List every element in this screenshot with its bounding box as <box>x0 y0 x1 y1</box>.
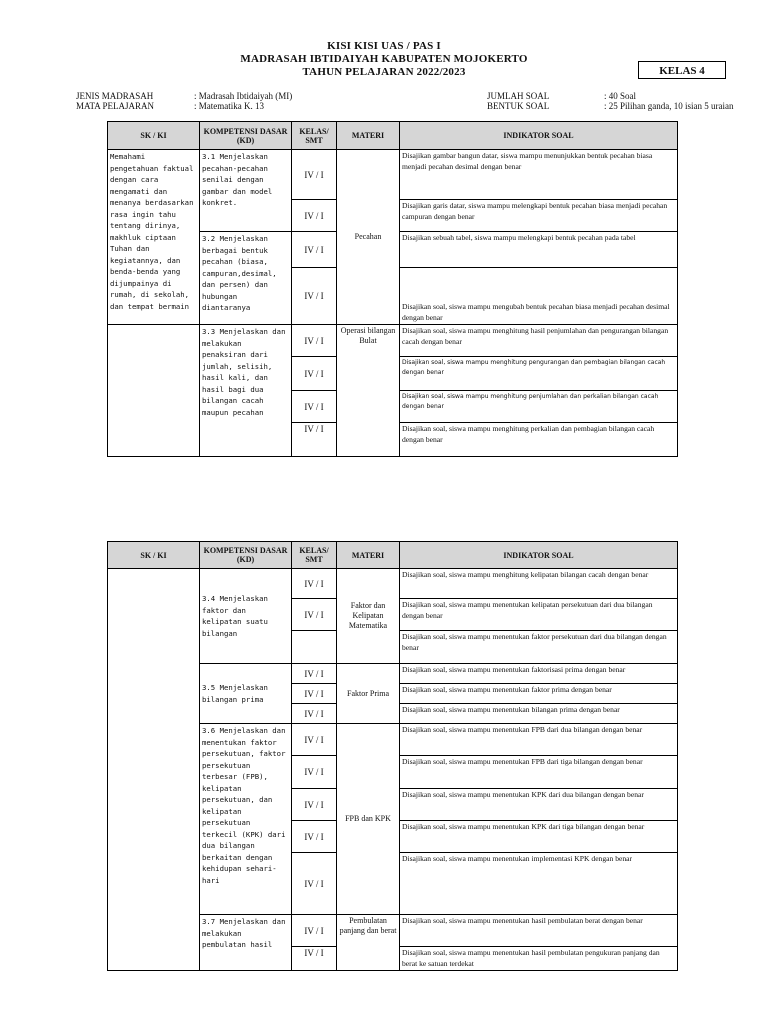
kelas-cell: IV / I <box>292 423 337 457</box>
indikator-cell: Disajikan soal, siswa mampu menentukan kelipatan persekutuan dari dua bilangan dengan benar <box>400 599 678 631</box>
kd-cell: 3.6 Menjelaskan dan menentukan faktor persekutuan, faktor persekutuan terbesar (FPB), kelipatan persekutuan, dan kelipatan persekutuan terkecil (KPK) dari dua bilangan berkaitan dengan kehidupan sehari-hari <box>200 724 292 915</box>
kelas-cell: IV / I <box>292 821 337 853</box>
indikator-cell: Disajikan soal, siswa mampu menentukan bilangan prima dengan benar <box>400 704 678 724</box>
kelas-cell: IV / I <box>292 724 337 756</box>
col-kd: KOMPETENSI DASAR (KD) <box>200 122 292 150</box>
col-indikator: INDIKATOR SOAL <box>400 542 678 569</box>
indikator-cell: Disajikan soal, siswa mampu menentukan implementasi KPK dengan benar <box>400 853 678 915</box>
col-kelas: KELAS/ SMT <box>292 542 337 569</box>
indikator-cell: Disajikan soal, siswa mampu menentukan faktorisasi prima dengan benar <box>400 664 678 684</box>
kd-cell: 3.3 Menjelaskan dan melakukan penaksiran dari jumlah, selisih, hasil kali, dan hasil bagi dua bilangan cacah maupun pecahan <box>200 325 292 457</box>
kelas-cell: IV / I <box>292 200 337 232</box>
indikator-cell: Disajikan garis datar, siswa mampu melengkapi bentuk pecahan biasa menjadi pecahan campuran dengan benar <box>400 200 678 232</box>
kelas-cell: IV / I <box>292 853 337 915</box>
mapel-label: MATA PELAJARAN <box>76 101 155 111</box>
indikator-cell: Disajikan soal, siswa mampu menentukan hasil pembulatan pengukuran panjang dan berat ke satuan terdekat <box>400 947 678 971</box>
materi-cell: Faktor dan Kelipatan Matematika <box>337 569 400 664</box>
materi-cell: Faktor Prima <box>337 664 400 724</box>
materi-cell: Operasi bilangan Bulat <box>337 325 400 457</box>
indikator-cell: Disajikan soal, siswa mampu menentukan faktor prima dengan benar <box>400 684 678 704</box>
jenis-value: : Madrasah Ibtidaiyah (MI) <box>194 91 293 101</box>
indikator-cell: Disajikan soal, siswa mampu menentukan KPK dari dua bilangan dengan benar <box>400 789 678 821</box>
kd-cell: 3.1 Menjelaskan pecahan-pecahan senilai dengan gambar dan model konkret. <box>200 150 292 232</box>
jumlah-value: : 40 Soal <box>604 91 637 101</box>
kd-cell: 3.7 Menjelaskan dan melakukan pembulatan hasil <box>200 915 292 971</box>
table-row <box>108 325 678 357</box>
kelas-cell: IV / I <box>292 391 337 423</box>
indikator-cell: Disajikan soal, siswa mampu menentukan KPK dari tiga bilangan dengan benar <box>400 821 678 853</box>
kelas-badge: KELAS 4 <box>638 61 726 79</box>
col-sk: SK / KI <box>108 122 200 150</box>
kelas-cell: IV / I <box>292 150 337 200</box>
col-sk: SK / KI <box>108 542 200 569</box>
table-header-row <box>108 122 678 150</box>
col-materi: MATERI <box>337 542 400 569</box>
sk-cell-empty <box>108 325 200 457</box>
bentuk-value: : 25 Pilihan ganda, 10 isian 5 uraian <box>604 101 734 111</box>
table-row <box>108 150 678 200</box>
school-year: TAHUN PELAJARAN 2022/2023 <box>302 66 466 78</box>
indikator-cell: Disajikan soal, siswa mampu menentukan hasil pembulatan berat dengan benar <box>400 915 678 947</box>
indikator-cell: Disajikan soal, siswa mampu menghitung penjumlahan dan perkalian bilangan cacah dengan benar <box>400 391 678 423</box>
jumlah-label: JUMLAH SOAL <box>487 91 550 101</box>
table-row <box>108 569 678 599</box>
kelas-cell: IV / I <box>292 325 337 357</box>
indikator-cell: Disajikan soal, siswa mampu menentukan FPB dari dua bilangan dengan benar <box>400 724 678 756</box>
kelas-cell: IV / I <box>292 756 337 789</box>
indikator-cell: Disajikan soal, siswa mampu menghitung perkalian dan pembagian bilangan cacah dengan benar <box>400 423 678 457</box>
kelas-cell: IV / I <box>292 915 337 947</box>
kd-cell: 3.2 Menjelaskan berbagai bentuk pecahan (biasa, campuran,desimal, dan persen) dan hubungan diantaranya <box>200 232 292 325</box>
indikator-cell: Disajikan soal, siswa mampu menentukan faktor persekutuan dari dua bilangan dengan benar <box>400 631 678 664</box>
indikator-cell: Disajikan sebuah tabel, siswa mampu melengkapi bentuk pecahan pada tabel <box>400 232 678 268</box>
kelas-cell: IV / I <box>292 357 337 391</box>
kelas-cell: IV / I <box>292 947 337 971</box>
kelas-cell: IV / I <box>292 664 337 684</box>
kisi-table-1 <box>107 121 678 457</box>
kelas-cell: IV / I <box>292 599 337 631</box>
materi-cell: Pecahan <box>337 150 400 325</box>
jenis-label: JENIS MADRASAH <box>76 91 154 101</box>
kelas-cell: IV / I <box>292 268 337 325</box>
sk-cell-empty <box>108 569 200 971</box>
col-materi: MATERI <box>337 122 400 150</box>
info-right <box>487 91 733 111</box>
col-kelas: KELAS/ SMT <box>292 122 337 150</box>
indikator-cell: Disajikan soal, siswa mampu menghitung pengurangan dan pembagian bilangan cacah dengan benar <box>400 357 678 391</box>
indikator-cell: Disajikan soal, siswa mampu menghitung hasil penjumlahan dan pengurangan bilangan cacah dengan benar <box>400 325 678 357</box>
indikator-cell: Disajikan gambar bangun datar, siswa mampu menunjukkan bentuk pecahan biasa menjadi pecahan desimal dengan benar <box>400 150 678 200</box>
kelas-cell: IV / I <box>292 789 337 821</box>
kelas-cell: IV / I <box>292 569 337 599</box>
doc-title: KISI KISI UAS / PAS I <box>327 40 441 52</box>
col-kd: KOMPETENSI DASAR (KD) <box>200 542 292 569</box>
indikator-cell: Disajikan soal, siswa mampu menghitung kelipatan bilangan cacah dengan benar <box>400 569 678 599</box>
materi-cell: Pembulatan panjang dan berat <box>337 915 400 971</box>
kelas-cell <box>292 631 337 664</box>
kd-cell: 3.4 Menjelaskan faktor dan kelipatan suatu bilangan <box>200 569 292 664</box>
kelas-cell: IV / I <box>292 232 337 268</box>
col-indikator: INDIKATOR SOAL <box>400 122 678 150</box>
mapel-value: : Matematika K. 13 <box>194 101 264 111</box>
materi-cell: FPB dan KPK <box>337 724 400 915</box>
sk-cell: Memahami pengetahuan faktual dengan cara mengamati dan menanya berdasarkan rasa ingin tahu tentang dirinya, makhluk ciptaan Tuhan dan kegiatannya, dan benda-benda yang dijumpainya di rumah, di sekolah, dan tempat bermain <box>108 150 200 325</box>
kisi-table-2 <box>107 541 678 971</box>
kelas-cell: IV / I <box>292 684 337 704</box>
bentuk-label: BENTUK SOAL <box>487 101 550 111</box>
table-header-row <box>108 542 678 569</box>
kelas-cell: IV / I <box>292 704 337 724</box>
info-left <box>76 91 292 111</box>
indikator-cell: Disajikan soal, siswa mampu mengubah bentuk pecahan biasa menjadi pecahan desimal dengan benar <box>400 268 678 325</box>
indikator-cell: Disajikan soal, siswa mampu menentukan FPB dari tiga bilangan dengan benar <box>400 756 678 789</box>
school-name: MADRASAH IBTIDAIYAH KABUPATEN MOJOKERTO <box>240 53 528 65</box>
kd-cell: 3.5 Menjelaskan bilangan prima <box>200 664 292 724</box>
